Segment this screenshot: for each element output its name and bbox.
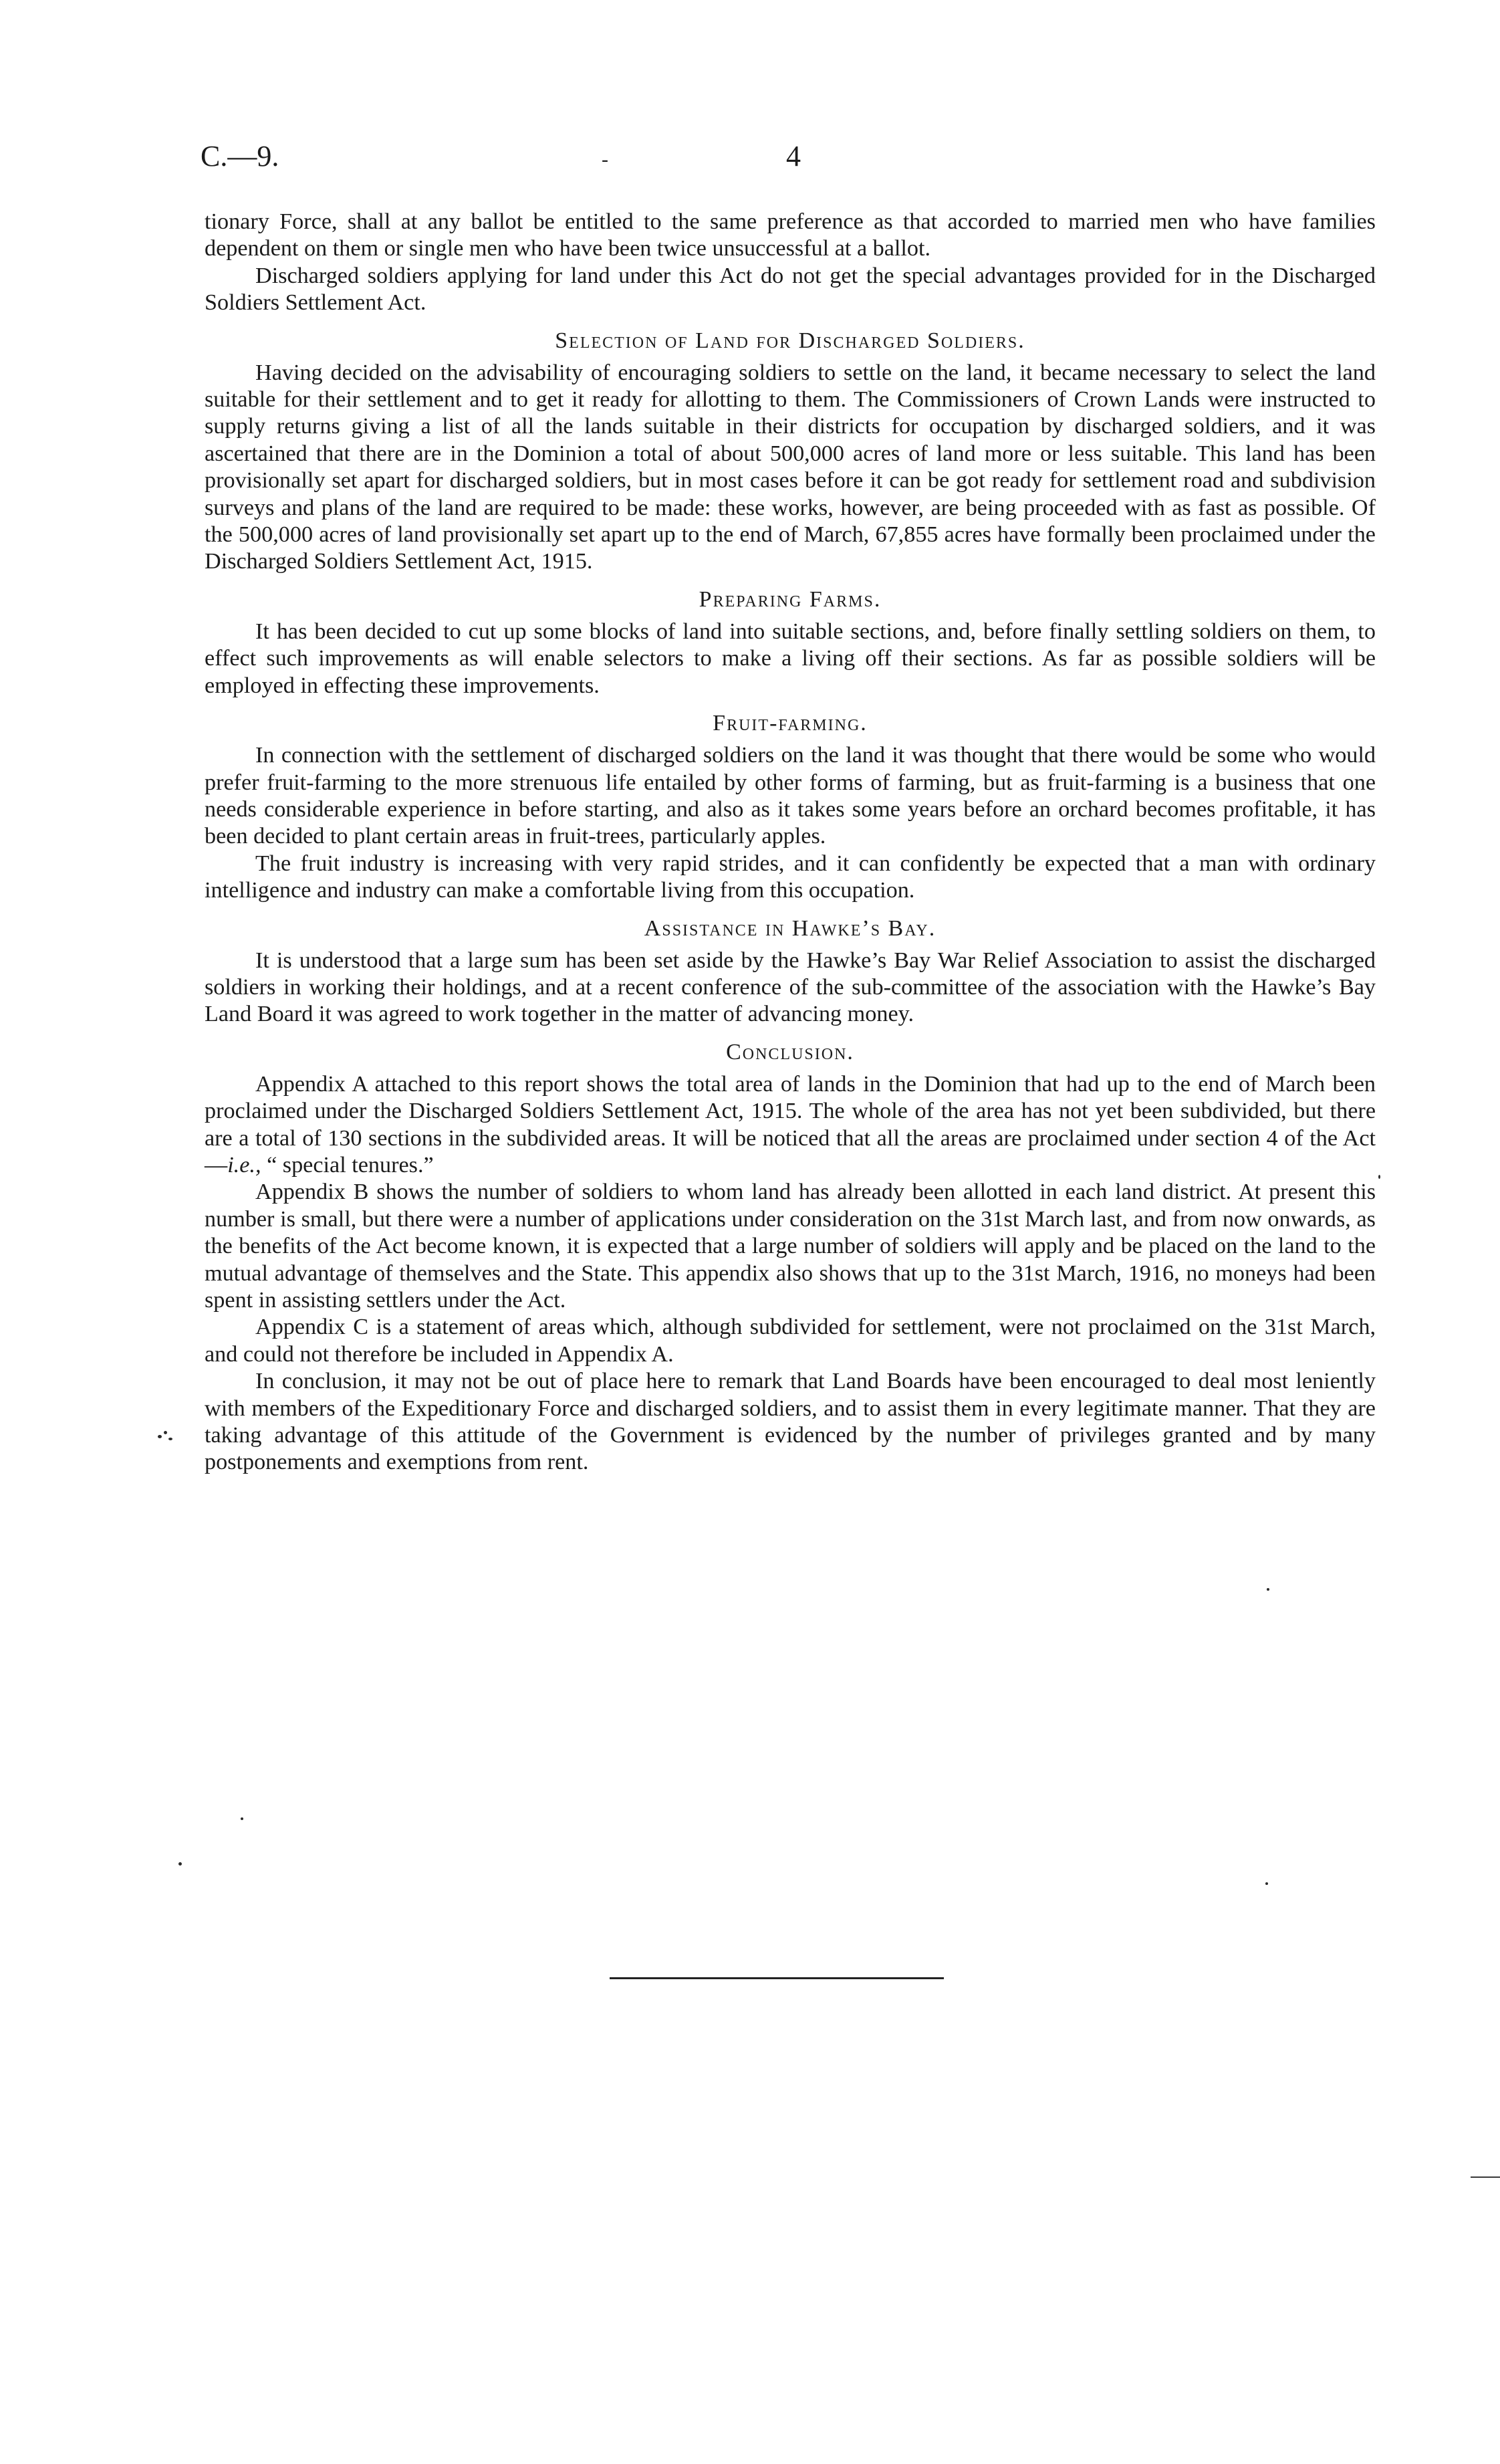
report-body (205, 209, 1376, 1476)
scan-speck (178, 1862, 182, 1866)
paragraph-appendix-a (205, 1071, 1376, 1180)
heading-conclusion: Conclusion. (726, 1039, 854, 1065)
paragraph-hawkes-bay: It is understood that a large sum has been set aside by the Hawke’s Bay War Relief Association to assist the discharged soldiers in working their holdings, and at a recent conference of the sub-committee of the association with the Hawke’s Bay Land Board it was agreed to work together in the matter of advancing money. (205, 947, 1376, 1027)
scan-speck (1378, 1175, 1380, 1179)
appendix-a-tail: “ special tenures.” (261, 1152, 434, 1178)
scan-speck (1267, 1588, 1269, 1591)
document-code: C.—9. (201, 140, 279, 173)
paragraph-appendix-c: Appendix C is a statement of areas which, although subdivided for settlement, were not proclaimed on the 31st March, and could not therefore be included in Appendix A. (205, 1315, 1376, 1367)
scan-speck (168, 1438, 172, 1440)
paragraph-appendix-b: Appendix B shows the number of soldiers to whom land has already been allotted in each land district. At present this number is small, but there were a number of applications under consideration on the 31st March last, and from now onwards, as the benefits of the Act become known, it is expected that a large number of soldiers will apply and be placed on the land to the mutual advantage of themselves and the State. This appendix also shows that up to the 31st March, 1916, no moneys had been spent in assisting settlers under the Act. (205, 1180, 1376, 1313)
scan-speck (1265, 1882, 1268, 1885)
header-dot-mark: - (602, 148, 608, 171)
appendix-a-text: Appendix A attached to this report shows the total area of lands in the Dominion that had up to the end of March been proclaimed under the Discharged Soldiers Settlement Act, 1915. The whole of the area has not yet been subdivided, but there are a total of 130 sections in the subdivided areas. It will be noticed that all the areas are proclaimed under section 4 of the Act— (205, 1071, 1376, 1178)
heading-preparing-farms: Preparing Farms. (699, 586, 882, 612)
paragraph-continuation: tionary Force, shall at any ballot be entitled to the same preference as that accorded to married men who have families dependent on them or single men who have been twice unsuccessful at a ballot. (205, 209, 1376, 261)
margin-mark (1471, 2176, 1500, 2178)
scan-speck (158, 1435, 162, 1438)
page-number: 4 (786, 140, 801, 173)
paragraph-fruit-1: In connection with the settlement of discharged soldiers on the land it was thought that there would be some who would prefer fruit-farming to the more strenuous life entailed by other forms of farming, but as fruit-farming is a business that one needs considerable experience in before starting, and also as it takes some years before an orchard becomes profitable, it has been decided to plant certain areas in fruit-trees, particularly apples. (205, 743, 1376, 849)
scan-speck (241, 1817, 243, 1820)
end-rule (610, 1977, 944, 1979)
paragraph-selection: Having decided on the advisability of encouraging soldiers to settle on the land, it became necessary to select the land suitable for their settlement and to get it ready for allotting to them. The Commissioners of Crown Lands were instructed to supply returns giving a list of all the lands suitable in their districts for occupation by discharged soldiers, and it was ascertained that there are in the Dominion a total of about 500,000 acres of land more or less suitable. This land has been provisionally set apart for discharged soldiers, but in most cases before it can be got ready for settlement road and subdivision surveys and plans of the land are required to be made: these works, however, are being proceeded with as fast as possible. Of the 500,000 acres of land provisionally set apart up to the end of March, 67,855 acres have formally been proclaimed under the Discharged Soldiers Settlement Act, 1915. (205, 360, 1376, 574)
paragraph-closing: In conclusion, it may not be out of place here to remark that Land Boards have been encouraged to deal most leniently with members of the Expeditionary Force and discharged soldiers, and to assist them in every legitimate manner. That they are taking advantage of this attitude of the Government is evidenced by the number of privileges granted and by many postponements and exemptions from rent. (205, 1369, 1376, 1475)
page-header (201, 139, 1377, 179)
heading-selection-of-land: Selection of Land for Discharged Soldiers. (555, 328, 1025, 353)
paragraph-discharged-applicants: Discharged soldiers applying for land under this Act do not get the special advantages provided for in the Discharged Soldiers Settlement Act. (205, 263, 1376, 316)
scan-speck (164, 1431, 167, 1434)
heading-fruit-farming: Fruit-farming. (713, 711, 868, 736)
appendix-a-italic: i.e., (227, 1152, 261, 1178)
paragraph-fruit-2: The fruit industry is increasing with very rapid strides, and it can confidently be expected that a man with ordinary intelligence and industry can make a comfortable living from this occupation. (205, 851, 1376, 903)
paragraph-preparing: It has been decided to cut up some blocks of land into suitable sections, and, before finally settling soldiers on them, to effect such improvements as will enable selectors to make a living off their sections. As far as possible soldiers will be employed in effecting these improvements. (205, 619, 1376, 698)
heading-hawkes-bay: Assistance in Hawke’s Bay. (644, 915, 936, 941)
